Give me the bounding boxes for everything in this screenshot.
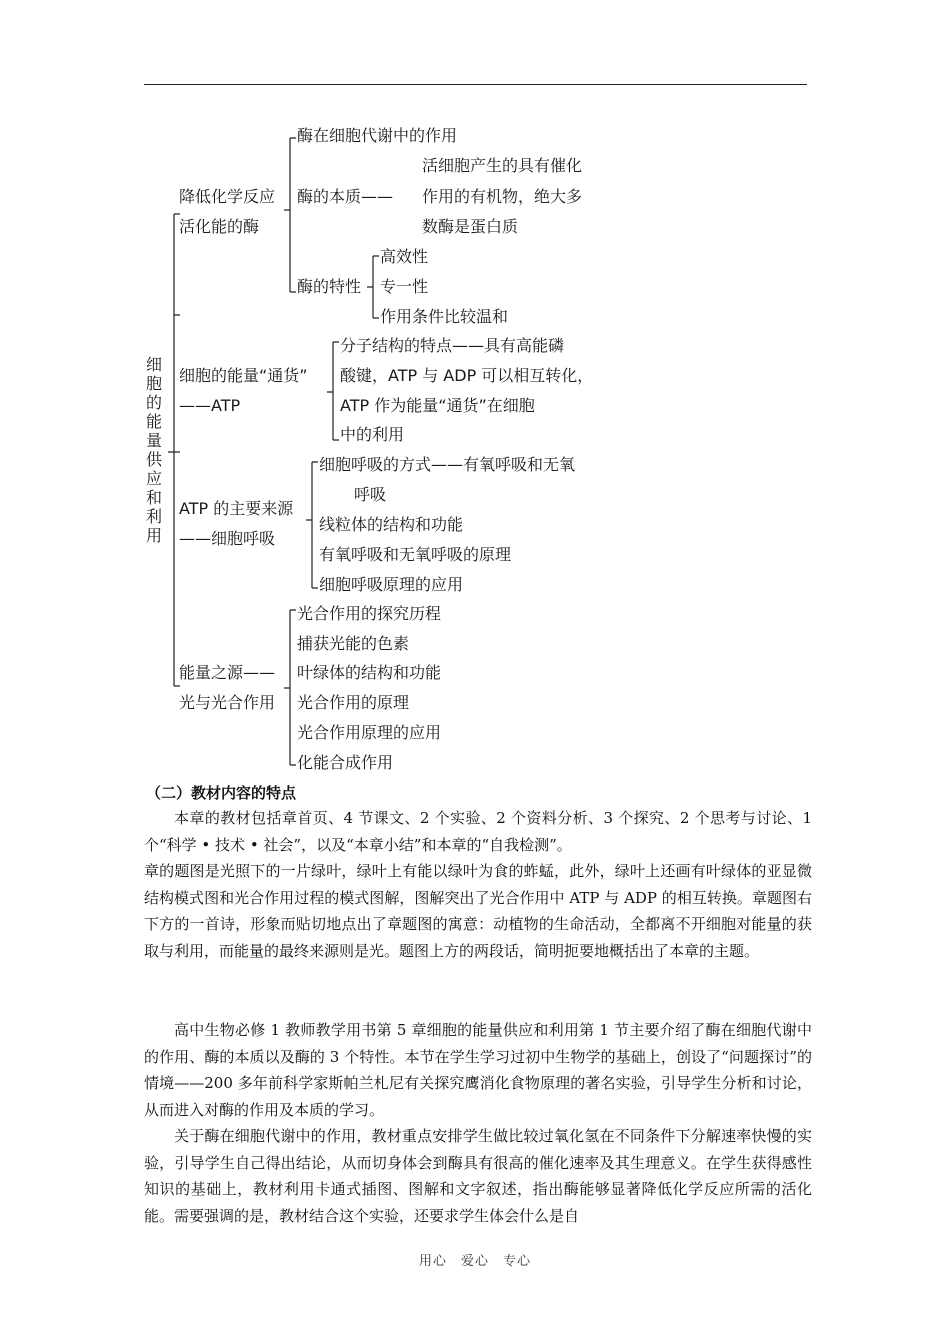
atp-detail-3: ATP 作为能量“通货”在细胞	[340, 396, 535, 415]
chemosynthesis: 化能合成作用	[297, 753, 394, 772]
photo-chloroplast: 叶绿体的结构和功能	[297, 663, 442, 682]
branch-atp-line2: ——ATP	[179, 396, 241, 415]
respiration-principle: 有氧呼吸和无氧呼吸的原理	[319, 545, 512, 564]
paragraph-4: 关于酶在细胞代谢中的作用，教材重点安排学生做比较过氧化氢在不同条件下分解速率快慢的实验，引导学生自己得出结论，从而切身体会到酶具有很高的催化速率及其生理意义。在学生获得感性知识的基础上，教材利用卡通式插图、图解和文字叙述，指出酶能够显著降低化学反应所需的活化能。需要强调的是，教材结合这个实验，还要求学生体会什么是自	[144, 1127, 812, 1225]
mitochondria: 线粒体的结构和功能	[319, 515, 464, 534]
photo-application: 光合作用原理的应用	[297, 723, 442, 742]
photo-history: 光合作用的探究历程	[297, 604, 442, 623]
respiration-application: 细胞呼吸原理的应用	[319, 575, 464, 594]
branch-photosynthesis-line2: 光与光合作用	[179, 693, 276, 712]
respiration-mode: 细胞呼吸的方式——有氧呼吸和无氧	[319, 455, 576, 474]
respiration-mode-cont: 呼吸	[354, 485, 387, 504]
branch-enzyme-line2: 活化能的酶	[179, 217, 260, 236]
paragraph-2: 章的题图是光照下的一片绿叶，绿叶上有能以绿叶为食的蚱蜢，此外，绿叶上还画有叶绿体的亚显微结构模式图和光合作用过程的模式图解，图解突出了光合作用中 ATP 与 ADP 的相互转换。章题图右下方的一首诗，形象而贴切地点出了章题图的寓意：动植物的生命活动，全都离不开细胞对能量的获取与利用，而能量的最终来源则是光。题图上方的两段话，简明扼要地概括出了本章的主题。	[144, 862, 812, 960]
enzyme-properties: 酶的特性	[297, 277, 362, 296]
branch-atp-line1: 细胞的能量“通货”	[179, 366, 308, 385]
enzyme-nature-detail-2: 作用的有机物，绝大多	[422, 187, 583, 206]
enzyme-nature-detail-3: 数酶是蛋白质	[422, 217, 519, 236]
property-specificity: 专一性	[380, 277, 429, 296]
enzyme-role: 酶在细胞代谢中的作用	[297, 126, 458, 145]
photo-pigments: 捕获光能的色素	[297, 634, 410, 653]
property-mild-conditions: 作用条件比较温和	[380, 307, 509, 326]
enzyme-nature-detail-1: 活细胞产生的具有催化	[422, 156, 583, 175]
property-efficiency: 高效性	[380, 247, 429, 266]
branch-photosynthesis-line1: 能量之源——	[179, 663, 276, 682]
paragraph-1: 本章的教材包括章首页、4 节课文、2 个实验、2 个资料分析、3 个探究、2 个思考与讨论、1 个“科学 • 技术 • 社会”，以及“本章小结”和本章的“自我检测”。	[144, 809, 812, 854]
page-footer: 用心 爱心 专心	[418, 1254, 531, 1269]
atp-detail-1: 分子结构的特点——具有高能磷	[340, 336, 565, 355]
branch-respiration-line2: ——细胞呼吸	[179, 529, 276, 548]
paragraph-3: 高中生物必修 1 教师教学用书第 5 章细胞的能量供应和利用第 1 节主要介绍了酶在细胞代谢中的作用、酶的本质以及酶的 3 个特性。本节在学生学习过初中生物学的基础上，创设了“问题探讨”的情境——200 多年前科学家斯帕兰札尼有关探究鹰消化食物原理的著名实验，引导学生分析和讨论，从而进入对酶的作用及本质的学习。	[144, 1021, 812, 1119]
photo-principle: 光合作用的原理	[297, 693, 410, 712]
branch-enzyme-line1: 降低化学反应	[179, 187, 276, 206]
section-heading: （二）教材内容的特点	[146, 784, 297, 802]
map-root: 细胞的能量供应和利用	[146, 355, 163, 545]
branch-respiration-line1: ATP 的主要来源	[179, 499, 294, 518]
enzyme-nature: 酶的本质——	[297, 187, 394, 206]
atp-detail-4: 中的利用	[340, 425, 405, 444]
atp-detail-2: 酸键，ATP 与 ADP 可以相互转化，	[340, 366, 594, 385]
